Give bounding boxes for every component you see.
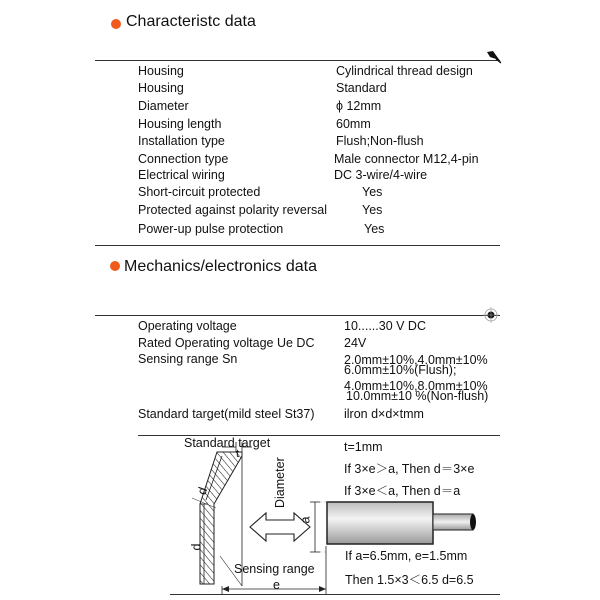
- sensing-range-label: Sensing range: [234, 562, 315, 576]
- note-line: If a=6.5mm, e=1.5mm: [345, 549, 468, 563]
- row-value: Cylindrical thread design: [336, 64, 473, 78]
- row-label: Short-circuit protected: [138, 185, 261, 199]
- row-label: Operating voltage: [138, 319, 237, 333]
- section-title-characteristic: Characteristc data: [126, 13, 256, 30]
- note-line: If 3×e＜a, Then d＝a: [344, 484, 461, 498]
- row-value: DC 3-wire/4-wire: [334, 168, 428, 182]
- row-label: Electrical wiring: [138, 168, 225, 182]
- row-label: Protected against polarity reversal: [138, 203, 327, 217]
- sensing-range-line: 4.0mm±10%,8.0mm±10%: [344, 379, 488, 393]
- divider: [95, 245, 500, 246]
- row-label: Housing length: [138, 117, 222, 131]
- diameter-label: Diameter: [273, 457, 287, 508]
- a-label: a: [298, 516, 313, 524]
- section-title-mechanics: Mechanics/electronics data: [124, 258, 317, 275]
- row-value: Yes: [364, 222, 385, 236]
- row-label: Rated Operating voltage Ue DC: [138, 336, 315, 350]
- row-value: Yes: [362, 185, 383, 199]
- row-value: Flush;Non-flush: [336, 134, 424, 148]
- row-label: Connection type: [138, 152, 229, 166]
- row-value: Male connector M12,4-pin: [334, 152, 479, 166]
- row-value: 60mm: [336, 117, 371, 131]
- d-label-top: d: [194, 485, 211, 497]
- sensing-range-line: 2.0mm±10%,4.0mm±10%: [344, 353, 488, 367]
- row-value: 10......30 V DC: [344, 319, 426, 333]
- t-label: t: [236, 448, 240, 460]
- sensing-range-line: 6.0mm±10%(Flush);: [344, 363, 457, 377]
- pushpin-icon: [486, 50, 502, 64]
- note-line: t=1mm: [344, 440, 383, 454]
- note-line: If 3×e＞a, Then d＝3×e: [344, 462, 475, 476]
- row-value: Standard: [336, 81, 387, 95]
- row-label: Standard target(mild steel St37): [138, 407, 315, 421]
- section-bullet: [111, 19, 121, 29]
- divider: [95, 315, 500, 316]
- row-label: Sensing range Sn: [138, 352, 238, 366]
- row-label: Housing: [138, 81, 184, 95]
- section-bullet: [110, 261, 120, 271]
- divider: [95, 60, 500, 61]
- row-value: 24V: [344, 336, 367, 350]
- row-value: Yes: [362, 203, 383, 217]
- row-value: ϕ 12mm: [336, 99, 382, 113]
- row-label: Power-up pulse protection: [138, 222, 284, 236]
- note-line: Then 1.5×3＜6.5 d=6.5: [345, 573, 474, 587]
- crosshair-target-icon: [482, 306, 500, 324]
- sensor-cable: [433, 514, 473, 530]
- e-label: e: [273, 578, 280, 592]
- d-label-side: d: [189, 543, 204, 551]
- row-value: ilron d×d×tmm: [344, 407, 424, 421]
- standard-target-label: Standard target: [184, 436, 271, 450]
- row-label: Housing: [138, 64, 184, 78]
- sensing-range-line: 10.0mm±10 %(Non-flush): [346, 389, 489, 403]
- sensor-body: [327, 502, 433, 544]
- row-label: Installation type: [138, 134, 225, 148]
- divider: [170, 594, 500, 595]
- row-label: Diameter: [138, 99, 189, 113]
